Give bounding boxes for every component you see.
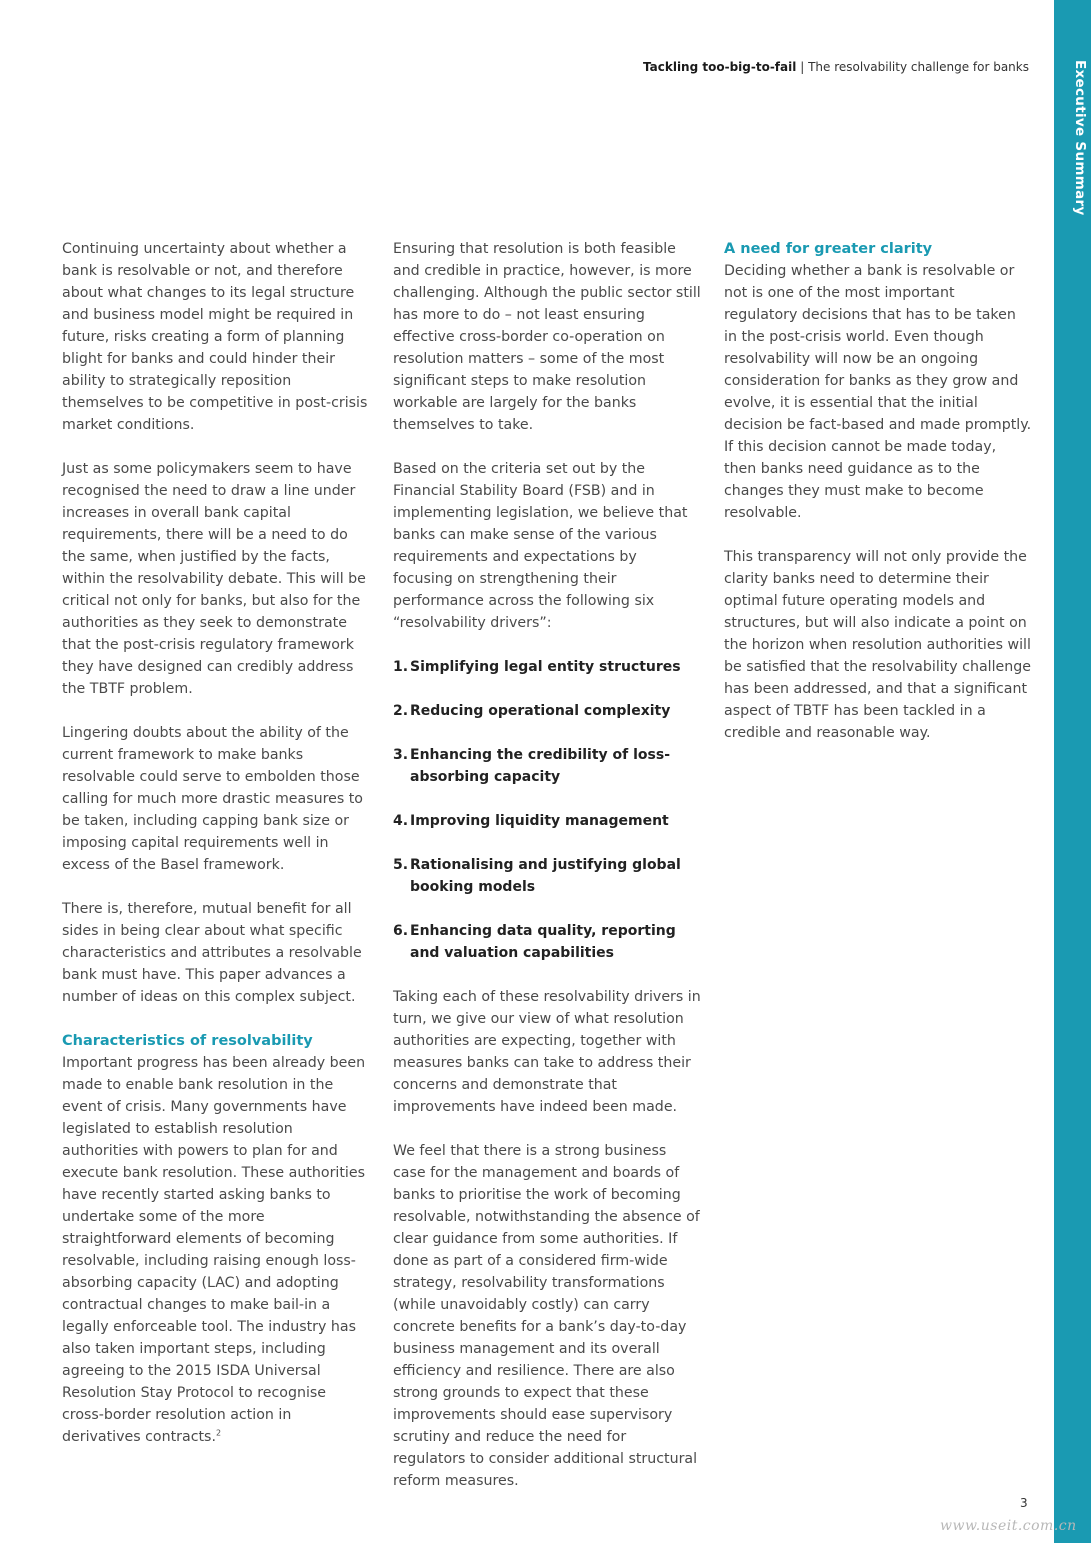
list-number: 6.	[393, 923, 409, 939]
paragraph: Lingering doubts about the ability of the current framework to make banks resolvable could serve to embolden those calling for much more drastic measures to be taken, including capping bank size or imposing capital requirements well in excess of the Basel framework.	[62, 725, 363, 873]
list-text: Reducing operational complexity	[410, 703, 671, 719]
section-tab-label: Executive Summary	[1072, 60, 1088, 216]
list-number: 3.	[393, 747, 409, 763]
list-item	[393, 656, 701, 678]
resolvability-drivers-list	[393, 656, 701, 964]
list-text: Rationalising and justifying global booking models	[410, 857, 681, 895]
header-title-bold: Tackling too-big-to-fail	[643, 60, 797, 74]
paragraph: Taking each of these resolvability drivers in turn, we give our view of what resolution authorities are expecting, together with measures banks can take to address their concerns and demonstrate that improvements have indeed been made.	[393, 989, 701, 1115]
column-1	[62, 238, 370, 1470]
list-item	[393, 744, 701, 788]
page-number: 3	[1020, 1496, 1028, 1510]
header-separator: |	[800, 60, 805, 74]
list-number: 4.	[393, 813, 409, 829]
list-item	[393, 810, 701, 832]
section-heading-characteristics: Characteristics of resolvability	[62, 1033, 313, 1049]
header-title-rest: The resolvability challenge for banks	[808, 60, 1029, 74]
list-item	[393, 700, 701, 722]
running-header	[643, 60, 1029, 74]
list-number: 2.	[393, 703, 409, 719]
list-item	[393, 854, 701, 898]
paragraph: Deciding whether a bank is resolvable or not is one of the most important regulatory decisions that has to be taken in the post-crisis world. Even though resolvability will now be an ongoing consideration for banks as they grow and evolve, it is essential that the initial decision be fact-based and made promptly. If this decision cannot be made today, then banks need guidance as to the changes they must make to become resolvable.	[724, 263, 1032, 521]
list-text: Enhancing data quality, reporting and valuation capabilities	[410, 923, 676, 961]
paragraph: There is, therefore, mutual benefit for all sides in being clear about what specific characteristics and attributes a resolvable bank must have. This paper advances a number of ideas on this complex subject.	[62, 901, 362, 1005]
list-number: 5.	[393, 857, 409, 873]
column-3	[724, 238, 1032, 766]
paragraph: Continuing uncertainty about whether a bank is resolvable or not, and therefore about what changes to its legal structure and business model might be required in future, risks creating a form of planning blight for banks and could hinder their ability to strategically reposition themselves to be competitive in post-crisis market conditions.	[62, 241, 368, 433]
paragraph: Based on the criteria set out by the Financial Stability Board (FSB) and in implementing legislation, we believe that banks can make sense of the various requirements and expectations by focusing on strengthening their performance across the following six “resolvability drivers”:	[393, 461, 688, 631]
list-number: 1.	[393, 659, 409, 675]
paragraph: Ensuring that resolution is both feasible and credible in practice, however, is more challenging. Although the public sector still has more to do – not least ensuring effective cross-border co-operation on resolution matters – some of the most significant steps to make resolution workable are largely for the banks themselves to take.	[393, 241, 701, 433]
list-text: Improving liquidity management	[410, 813, 669, 829]
list-item	[393, 920, 701, 964]
list-text: Enhancing the credibility of loss-absorbing capacity	[410, 747, 671, 785]
footnote-reference: 2	[215, 1428, 222, 1438]
paragraph-text: Important progress has been already been made to enable bank resolution in the event of crisis. Many governments have legislated to establish resolution authorities with powers to plan for and execute bank resolution. These authorities have recently started asking banks to undertake some of the more straightforward elements of becoming resolvable, including raising enough loss-absorbing capacity (LAC) and adopting contractual changes to make bail-in a legally enforceable tool. The industry has also taken important steps, including agreeing to the 2015 ISDA Universal Resolution Stay Protocol to recognise cross-border resolution action in derivatives contracts.	[62, 1055, 366, 1445]
paragraph-with-footnote	[62, 1052, 370, 1448]
section-heading-clarity: A need for greater clarity	[724, 241, 933, 257]
column-2	[393, 238, 701, 1514]
paragraph: Just as some policymakers seem to have recognised the need to draw a line under increases in overall bank capital requirements, there will be a need to do the same, when justified by the facts, within the resolvability debate. This will be critical not only for banks, but also for the authorities as they seek to demonstrate that the post-crisis regulatory framework they have designed can credibly address the TBTF problem.	[62, 461, 366, 697]
watermark: www.useit.com.cn	[940, 1518, 1077, 1534]
list-text: Simplifying legal entity structures	[410, 659, 681, 675]
paragraph: We feel that there is a strong business case for the management and boards of banks to prioritise the work of becoming resolvable, notwithstanding the absence of clear guidance from some authorities. If done as part of a considered firm-wide strategy, resolvability transformations (while unavoidably costly) can carry concrete benefits for a bank’s day-to-day business management and its overall efficiency and resilience. There are also strong grounds to expect that these improvements should ease supervisory scrutiny and reduce the need for regulators to consider additional structural reform measures.	[393, 1143, 700, 1489]
paragraph: This transparency will not only provide the clarity banks need to determine their optimal future operating models and structures, but will also indicate a point on the horizon when resolution authorities will be satisfied that the resolvability challenge has been addressed, and that a significant aspect of TBTF has been tackled in a credible and reasonable way.	[724, 549, 1031, 741]
